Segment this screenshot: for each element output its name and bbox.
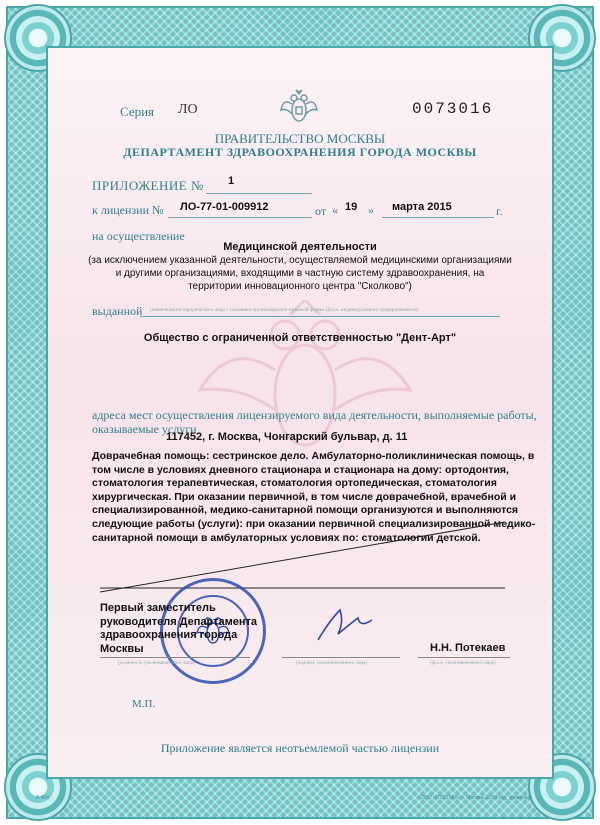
eagle-watermark-icon	[190, 300, 420, 470]
name-hint: (ф.и.о. уполномоченного лица)	[430, 661, 496, 666]
stamp-place-label: М.П.	[132, 698, 156, 710]
issued-label: выданной	[92, 304, 143, 318]
license-month-year: марта 2015	[392, 201, 452, 213]
issued-hint: (наименование юридического лица с указанием организационно-правовой формы (ф.и.о. индивидуального предпринимателя)	[150, 308, 419, 313]
address-label-line-1: адреса мест осуществления лицензируемого вида деятельности, выполняемые работы,	[92, 408, 537, 422]
series-label: Серия	[120, 104, 155, 119]
appendix-number-line	[206, 193, 312, 194]
coat-of-arms-icon	[279, 88, 319, 128]
services-line: специализированной, медико-санитарной помощи организуются и выполняются	[92, 504, 519, 517]
government-title: ПРАВИТЕЛЬСТВО МОСКВЫ	[214, 131, 386, 146]
services-line: санитарной помощи в амбулаторных условиях по: стоматологии детской.	[92, 531, 481, 544]
month-line	[382, 217, 494, 218]
strike-line	[90, 517, 536, 600]
signature-hint: (подпись уполномоченного лица)	[296, 661, 368, 666]
serial-number: 0073016	[412, 100, 494, 118]
name-line	[418, 657, 510, 658]
position-line	[100, 657, 250, 658]
activity-line-1: (за исключением указанной деятельности, осуществляемой медицинскими организациями	[88, 255, 512, 266]
footer-note: Приложение является неотъемлемой частью лицензии	[160, 741, 440, 755]
signatory-line: Первый заместитель	[100, 602, 216, 614]
license-number: ЛО-77-01-009912	[180, 201, 269, 213]
address-value: 117452, г. Москва, Чонгарский бульвар, д. 11	[166, 431, 408, 443]
year-suffix: г.	[496, 204, 503, 218]
appendix-number: 1	[228, 175, 235, 187]
date-from-label: от	[315, 204, 327, 218]
footer-left-code: А 404	[36, 795, 50, 801]
signatory-position	[100, 602, 257, 656]
activity-label: на осуществление	[92, 229, 185, 243]
signatory-line: здравоохранения города	[100, 629, 238, 641]
activity-line-2: и другими организациями, входящими в частную систему здравоохранения, на	[115, 268, 485, 279]
license-label: к лицензии №	[92, 203, 164, 217]
license-number-line	[168, 217, 312, 218]
position-hint: (должность уполномоченного лица)	[118, 661, 195, 666]
address-label-line-2: оказываемые услуги	[92, 422, 197, 436]
activity-line-3: территории инновационного центра "Сколково")	[188, 281, 412, 292]
signatory-name: Н.Н. Потекаев	[430, 642, 506, 654]
signatory-line: Москвы	[100, 642, 144, 655]
services-line: Доврачебная помощь: сестринское дело. Амбулаторно-поликлиническая помощь, в	[92, 450, 535, 462]
services-line: том числе в условиях дневного стационара и стационара на дому: ортодонтия,	[92, 463, 509, 476]
appendix-label: ПРИЛОЖЕНИЕ №	[92, 178, 204, 193]
services-line: стоматология терапевтическая, стоматология ортопедическая, стоматология	[92, 477, 497, 490]
organization-name: Общество с ограниченной ответственностью "Дент-Арт"	[143, 332, 457, 344]
activity-title: Медицинской деятельности	[223, 241, 377, 253]
signature-line	[282, 657, 400, 658]
issued-line	[140, 316, 500, 317]
services-line: следующие работы (услуги): при оказании первичной специализированной медико-	[92, 517, 536, 530]
day-open-quote: «	[332, 203, 338, 217]
footer-right-code: ООО «ПТСТМИ», г. Москва, 2014 год, уровень Б	[420, 795, 533, 801]
services-line: хирургическая. При оказании первичной, в том числе доврачебной, врачебной и	[92, 490, 517, 503]
signatory-line: руководителя Департамента	[100, 615, 258, 628]
signature-icon	[310, 600, 380, 650]
license-day: 19	[345, 201, 358, 213]
day-close-quote: »	[368, 203, 374, 217]
series-value: ЛО	[178, 102, 198, 117]
department-title: ДЕПАРТАМЕНТ ЗДРАВООХРАНЕНИЯ ГОРОДА МОСКВЫ	[123, 145, 477, 159]
